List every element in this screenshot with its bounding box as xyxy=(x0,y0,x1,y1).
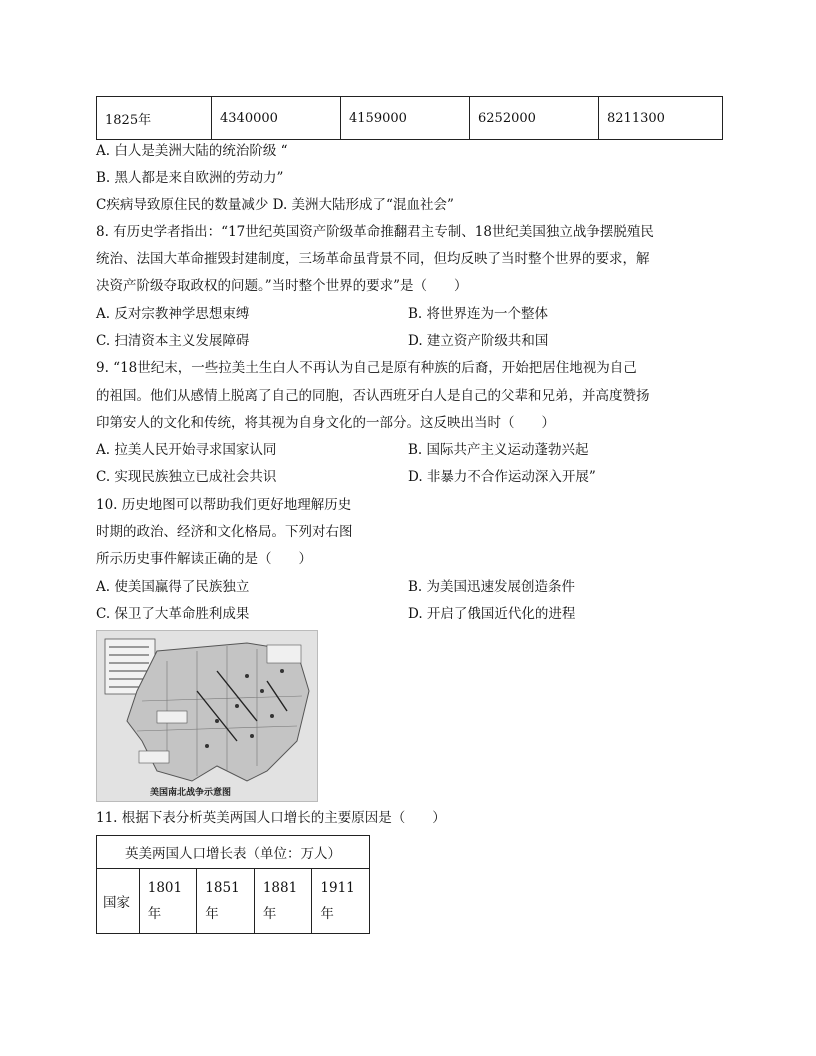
q10-option-a: A. 使美国赢得了民族独立 xyxy=(96,579,250,595)
population-growth-table xyxy=(96,835,370,934)
q9-stem-line3: 印第安人的文化和传统，将其视为自身文化的一部分。这反映出当时（ ） xyxy=(96,415,555,431)
q10-stem-line2: 时期的政治、经济和文化格局。下列对右图 xyxy=(96,524,353,540)
table-header-year: 1851年 xyxy=(197,869,255,934)
q9-stem-line1: 9. “18世纪末，一些拉美土生白人不再认为自己是原有种族的后裔，开始把居住地视为自己 xyxy=(96,360,637,376)
table-title-row xyxy=(97,836,370,869)
table-cell: 4159000 xyxy=(341,97,470,140)
q8-stem-line2: 统治、法国大革命摧毁封建制度，三场革命虽背景不同，但均反映了当时整个世界的要求，解 xyxy=(96,251,650,267)
q7-option-b: B. 黑人都是来自欧洲的劳动力” xyxy=(96,170,284,186)
q9-option-c: C. 实现民族独立已成社会共识 xyxy=(96,469,277,485)
table-header-country: 国家 xyxy=(97,869,140,934)
q10-stem-line1: 10. 历史地图可以帮助我们更好地理解历史 xyxy=(96,497,352,513)
q7-option-a: A. 白人是美洲大陆的统治阶级 “ xyxy=(96,143,288,159)
q10-stem-line3: 所示历史事件解读正确的是（ ） xyxy=(96,551,312,567)
q11-stem: 11. 根据下表分析英美两国人口增长的主要原因是（ ） xyxy=(96,810,446,826)
table-cell-year: 1825年 xyxy=(97,97,212,140)
q10-option-d: D. 开启了俄国近代化的进程 xyxy=(408,606,576,622)
q10-option-b: B. 为美国迅速发展创造条件 xyxy=(408,579,576,595)
q9-stem-line2: 的祖国。他们从感情上脱离了自己的同胞，否认西班牙白人是自己的父辈和兄弟，并高度赞扬 xyxy=(96,388,650,404)
q9-option-a: A. 拉美人民开始寻求国家认同 xyxy=(96,442,277,458)
q9-option-b: B. 国际共产主义运动蓬勃兴起 xyxy=(408,442,589,458)
q8-option-d: D. 建立资产阶级共和国 xyxy=(408,333,549,349)
table-header-year: 1911年 xyxy=(312,869,370,934)
map-illustration xyxy=(97,631,317,801)
table-header-year: 1881年 xyxy=(254,869,312,934)
q8-option-a: A. 反对宗教神学思想束缚 xyxy=(96,306,250,322)
population-table-fragment xyxy=(96,96,723,140)
q10-option-c: C. 保卫了大革命胜利成果 xyxy=(96,606,250,622)
q8-stem-line3: 决资产阶级夺取政权的问题。”当时整个世界的要求”是（ ） xyxy=(96,278,468,294)
table-row xyxy=(97,97,723,140)
table-cell: 8211300 xyxy=(599,97,723,140)
table-header-year: 1801年 xyxy=(139,869,197,934)
table-header-row xyxy=(97,869,370,934)
q8-option-c: C. 扫清资本主义发展障碍 xyxy=(96,333,250,349)
q8-option-b: B. 将世界连为一个整体 xyxy=(408,306,549,322)
table-cell: 6252000 xyxy=(470,97,599,140)
civil-war-map-image xyxy=(96,630,318,802)
table-title: 英美两国人口增长表（单位：万人） xyxy=(97,836,370,869)
q8-stem-line1: 8. 有历史学者指出：“17世纪英国资产阶级革命推翻君主专制、18世纪美国独立战争摆脱殖民 xyxy=(96,224,654,240)
map-caption: 美国南北战争示意图 xyxy=(150,788,232,798)
table-cell: 4340000 xyxy=(212,97,341,140)
q7-option-cd: C疾病导致原住民的数量减少 D. 美洲大陆形成了“混血社会” xyxy=(96,197,454,213)
q9-option-d: D. 非暴力不合作运动深入开展” xyxy=(408,469,596,485)
